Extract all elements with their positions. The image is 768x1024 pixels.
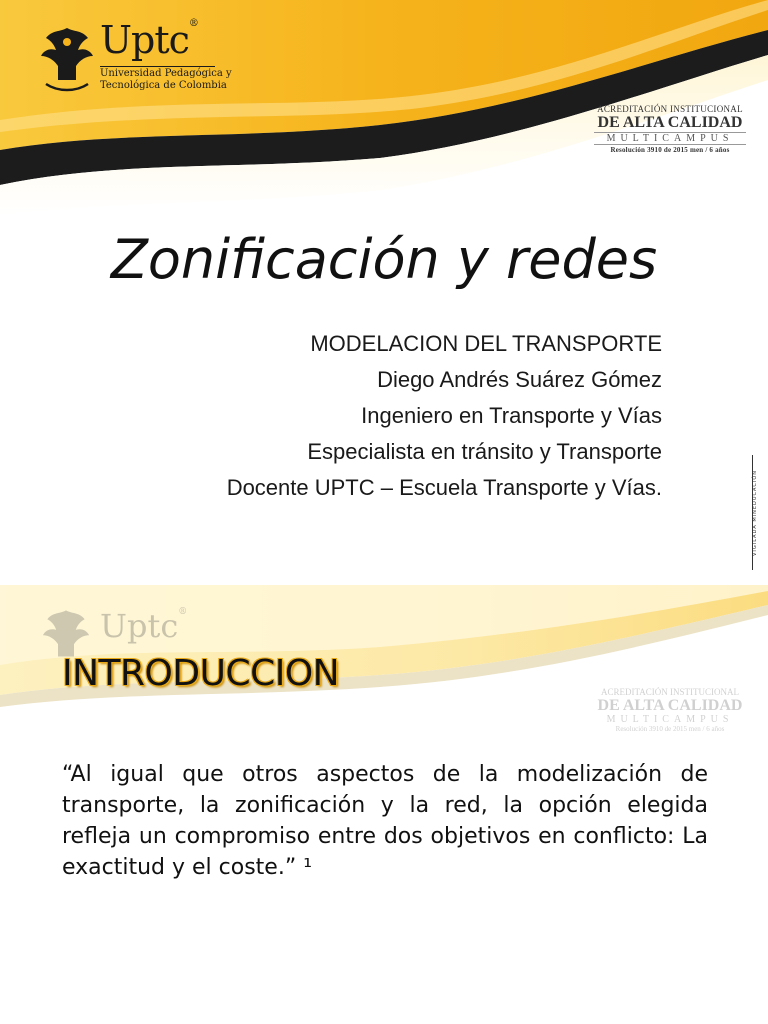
registered-mark-faded: ® [178, 607, 188, 617]
section-heading: INTRODUCCION [62, 653, 340, 694]
accreditation-line3: MULTICAMPUS [594, 132, 746, 145]
subtitle-specialization: Especialista en tránsito y Transporte [307, 439, 662, 464]
accreditation-line2: DE ALTA CALIDAD [597, 114, 743, 131]
slide-title: Zonificación y redes [110, 228, 658, 291]
accreditation-faded-line2: DE ALTA CALIDAD [597, 697, 743, 714]
registered-mark: ® [188, 18, 198, 29]
subtitle-author: Diego Andrés Suárez Gómez [377, 367, 662, 392]
subtitle-block [227, 326, 662, 506]
subtitle-degree: Ingeniero en Transporte y Vías [361, 403, 662, 428]
side-watermark-text: VIGILADA MINEDUCACIÓN [752, 470, 758, 556]
subtitle-position: Docente UPTC – Escuela Transporte y Vías. [226, 475, 662, 500]
logo-divider [100, 66, 215, 67]
brand-name-faded: Uptc [100, 607, 179, 645]
brand-name: Uptc [100, 18, 189, 62]
content-slide [0, 585, 768, 1024]
accreditation-line1: ACREDITACIÓN INSTITUCIONAL [597, 104, 743, 114]
accreditation-line4: Resolución 3910 de 2015 men / 6 años [610, 146, 730, 154]
accreditation-faded-line3: MULTICAMPUS [606, 714, 734, 725]
accreditation-badge [590, 104, 750, 154]
university-name-line1: Universidad Pedagógica y [100, 68, 232, 79]
accreditation-faded-line4: Resolución 3910 de 2015 men / 6 años [615, 725, 725, 733]
accreditation-badge-faded [590, 687, 750, 733]
university-name-line2: Tecnológica de Colombia [100, 80, 227, 91]
subtitle-course: MODELACION DEL TRANSPORTE [310, 331, 662, 356]
uptc-logo [38, 18, 232, 100]
accreditation-faded-line1: ACREDITACIÓN INSTITUCIONAL [600, 687, 739, 697]
eagle-seal-icon [38, 22, 96, 94]
quote-paragraph: “Al igual que otros aspectos de la modelización de transporte, la zonificación y la red, la opción elegida refleja un compromiso entre dos objetivos en conflicto: La exactitud y el coste.” ¹ [62, 762, 708, 880]
